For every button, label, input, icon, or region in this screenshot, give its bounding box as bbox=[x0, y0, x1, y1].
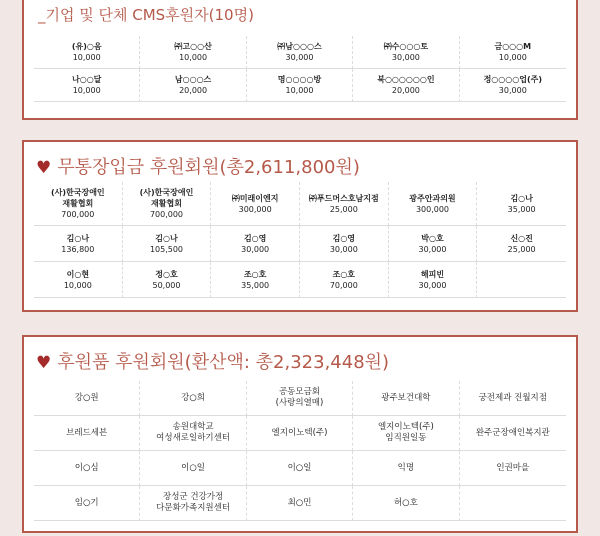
donor-cell: 궁전제과 진월지점 bbox=[460, 381, 566, 416]
donor-cell: 북○○○○○○인 20,000 bbox=[353, 69, 459, 102]
donor-grid bbox=[34, 381, 566, 521]
donor-cell: (사)한국장애인 재활협회 700,000 bbox=[123, 182, 212, 226]
donor-cell: 엘지이노텍(주) 임직원일동 bbox=[353, 416, 459, 451]
donor-cell: 완주군장애인복지관 bbox=[460, 416, 566, 451]
donor-cell: 이○일 bbox=[140, 451, 246, 486]
heart-icon: ♥ bbox=[36, 158, 52, 178]
donor-cell: ㈜남○○○스 30,000 bbox=[247, 36, 353, 69]
donor-cell: 익명 bbox=[353, 451, 459, 486]
donor-cell: 김○나 136,800 bbox=[34, 226, 123, 262]
donor-grid bbox=[34, 36, 566, 102]
donor-cell: 이○심 bbox=[34, 451, 140, 486]
donor-cell-empty bbox=[477, 262, 566, 298]
donor-cell: ㈜미래이엔지 300,000 bbox=[211, 182, 300, 226]
donor-cell: 정○호 50,000 bbox=[123, 262, 212, 298]
donor-cell: 신○진 25,000 bbox=[477, 226, 566, 262]
donor-cell: 임○기 bbox=[34, 486, 140, 521]
section-title: ♥ 후원품 후원회원(환산액: 총2,323,448원) bbox=[36, 352, 390, 373]
donor-cell: 허○호 bbox=[353, 486, 459, 521]
donor-cell: 공동모금회 (사랑의열매) bbox=[247, 381, 353, 416]
donor-cell: 인권마을 bbox=[460, 451, 566, 486]
donor-cell: 김○영 30,000 bbox=[300, 226, 389, 262]
donor-cell: 명○○○○방 10,000 bbox=[247, 69, 353, 102]
cms-corporate-section bbox=[22, 0, 578, 120]
donor-cell: 장성군 건강가정 다문화가족지원센터 bbox=[140, 486, 246, 521]
in-kind-donation-section bbox=[22, 335, 578, 533]
donor-cell: 조○호 35,000 bbox=[211, 262, 300, 298]
donor-cell: 송원대학교 여성새로일하기센터 bbox=[140, 416, 246, 451]
donor-cell: 김○나 105,500 bbox=[123, 226, 212, 262]
donor-cell: 김○나 35,000 bbox=[477, 182, 566, 226]
donor-cell: ㈜수○○○토 30,000 bbox=[353, 36, 459, 69]
donor-cell: (유)○음 10,000 bbox=[34, 36, 140, 69]
donor-cell: 금○○○M 10,000 bbox=[460, 36, 566, 69]
donor-cell: (사)한국장애인 재활협회 700,000 bbox=[34, 182, 123, 226]
donor-cell: 광주안과의원 300,000 bbox=[389, 182, 478, 226]
donor-cell: 엘지이노텍(주) bbox=[247, 416, 353, 451]
donor-cell: 김○영 30,000 bbox=[211, 226, 300, 262]
donor-cell: 브레드세븐 bbox=[34, 416, 140, 451]
donor-cell: 이○일 bbox=[247, 451, 353, 486]
donor-cell-empty bbox=[460, 486, 566, 521]
donor-cell: 조○호 70,000 bbox=[300, 262, 389, 298]
donor-cell: 강○희 bbox=[140, 381, 246, 416]
donor-cell: 정○○○○업(주) 30,000 bbox=[460, 69, 566, 102]
bank-transfer-section bbox=[22, 140, 578, 312]
section-title: _기업 및 단체 CMS후원자(10명) bbox=[38, 6, 254, 24]
donor-cell: 남○○○스 20,000 bbox=[140, 69, 246, 102]
section-title: ♥ 무통장입금 후원회원(총2,611,800원) bbox=[36, 157, 360, 178]
heart-icon: ♥ bbox=[36, 353, 52, 373]
donor-cell: 박○호 30,000 bbox=[389, 226, 478, 262]
donor-cell: 강○원 bbox=[34, 381, 140, 416]
donor-cell: 이○현 10,000 bbox=[34, 262, 123, 298]
donor-grid bbox=[34, 182, 566, 298]
donor-cell: ㈜푸드머스호남지점 25,000 bbox=[300, 182, 389, 226]
donor-cell: 해피빈 30,000 bbox=[389, 262, 478, 298]
donor-cell: 광주보건대학 bbox=[353, 381, 459, 416]
donor-cell: ㈜고○○산 10,000 bbox=[140, 36, 246, 69]
donor-cell: 최○민 bbox=[247, 486, 353, 521]
donor-cell: 나○○달 10,000 bbox=[34, 69, 140, 102]
